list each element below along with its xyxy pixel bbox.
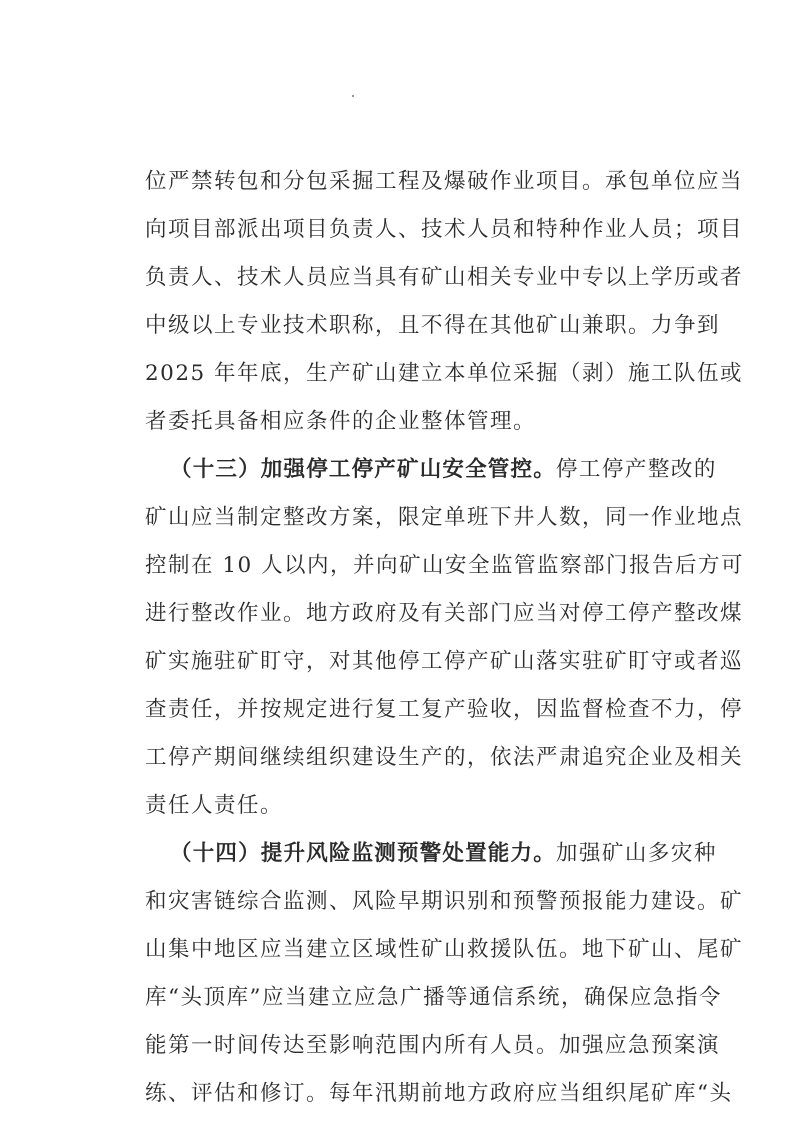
section-14-first-line <box>170 838 717 870</box>
text-line: 向项目部派出项目负责人、技术人员和特种作业人员；项目 <box>145 217 744 242</box>
text-line: 2025 年年底，生产矿山建立本单位采掘（剥）施工队伍或 <box>145 361 744 386</box>
section-13-first-line-text: 停工停产整改的 <box>555 457 717 482</box>
text-line: 练、评估和修订。每年汛期前地方政府应当组织尾矿库“头 <box>145 1081 733 1106</box>
text-line: 矿山应当制定整改方案，限定单班下井人数，同一作业地点 <box>145 505 744 530</box>
text-line: 工停产期间继续组织建设生产的，依法严肃追究企业及相关 <box>145 745 744 770</box>
text-line: 查责任，并按规定进行复工复产验收，因监督检查不力，停 <box>145 697 744 722</box>
text-line: 中级以上专业技术职称，且不得在其他矿山兼职。力争到 <box>145 313 721 338</box>
scan-speck <box>352 95 354 97</box>
text-line: 能第一时间传达至影响范围内所有人员。加强应急预案演 <box>145 1033 721 1058</box>
section-14-heading: （十四）提升风险监测预警处置能力。 <box>170 841 556 866</box>
section-14-first-line-text: 加强矿山多灾种 <box>555 841 717 866</box>
text-line: 位严禁转包和分包采掘工程及爆破作业项目。承包单位应当 <box>145 169 744 194</box>
text-line: 者委托具备相应条件的企业整体管理。 <box>145 409 537 434</box>
text-line: 矿实施驻矿盯守，对其他停工停产矿山落实驻矿盯守或者巡 <box>145 649 744 674</box>
section-13-first-line <box>170 454 717 486</box>
text-line: 进行整改作业。地方政府及有关部门应当对停工停产整改煤 <box>145 601 744 626</box>
section-13-heading: （十三）加强停工停产矿山安全管控。 <box>170 457 556 482</box>
text-line: 负责人、技术人员应当具有矿山相关专业中专以上学历或者 <box>145 265 744 290</box>
text-line: 和灾害链综合监测、风险早期识别和预警预报能力建设。矿 <box>145 889 744 914</box>
text-line: 控制在 10 人以内，并向矿山安全监管监察部门报告后方可 <box>145 553 745 578</box>
text-line: 库“头顶库”应当建立应急广播等通信系统，确保应急指令 <box>145 985 722 1010</box>
text-line: 责任人责任。 <box>145 793 284 818</box>
text-line: 山集中地区应当建立区域性矿山救援队伍。地下矿山、尾矿 <box>145 937 744 962</box>
